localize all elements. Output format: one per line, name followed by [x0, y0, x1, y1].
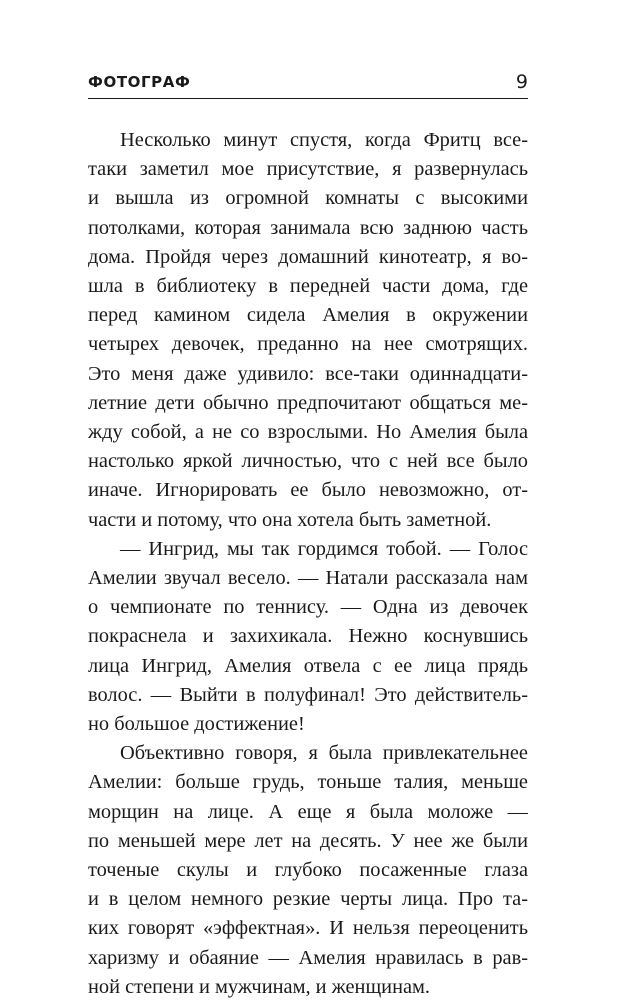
text-line: настолько яркой личностью, что с ней все было — [88, 450, 528, 473]
header-rule — [88, 98, 528, 99]
text-line: четырех девочек, преданно на нее смотрящих. — [88, 333, 528, 356]
text-line: дома. Пройдя через домашний кинотеатр, я во- — [88, 245, 528, 268]
text-line: харизму и обаяние — Амелия нравилась в рав- — [88, 946, 528, 969]
text-line: шла в библиотеку в передней части дома, где — [88, 275, 528, 298]
text-line: лица Ингрид, Амелия отвела с ее лица прядь — [88, 654, 528, 677]
paragraph-3 — [88, 739, 528, 1002]
text-line: жду собой, а не со взрослыми. Но Амелия была — [88, 421, 528, 444]
text-line: таки заметил мое присутствие, я развернулась — [88, 158, 528, 181]
text-line: по меньшей мере лет на десять. У нее же были — [88, 829, 528, 852]
running-title: ФОТОГРАФ — [88, 73, 191, 91]
text-line: покраснела и захихикала. Нежно коснувшись — [88, 625, 528, 648]
text-line: морщин на лице. А еще я была моложе — — [88, 800, 528, 823]
text-line: Амелии звучал весело. — Натали рассказала нам — [88, 567, 528, 590]
paragraph-1 — [88, 126, 528, 535]
running-header — [88, 73, 528, 99]
text-line: волос. — Выйти в полуфинал! Это действитель- — [88, 683, 528, 706]
text-line: Это меня даже удивило: все-таки одиннадцати- — [88, 362, 528, 385]
text-line: ной степени и мужчинам, и женщинам. — [88, 975, 431, 998]
body-text — [88, 126, 528, 1002]
text-line: и вышла из огромной комнаты с высокими — [88, 187, 528, 210]
text-line: перед камином сидела Амелия в окружении — [88, 304, 528, 327]
text-line: — Ингрид, мы так гордимся тобой. — Голос — [120, 537, 528, 560]
page-number: 9 — [515, 71, 528, 93]
text-line: Несколько минут спустя, когда Фритц все- — [120, 129, 528, 151]
text-line: летние дети обычно предпочитают общаться ме- — [88, 391, 528, 414]
text-line: и в целом немного резкие черты лица. Про та- — [88, 888, 528, 911]
text-line: потолками, которая занимала всю заднюю часть — [88, 216, 528, 239]
text-line: иначе. Игнорировать ее было невозможно, от- — [88, 479, 528, 502]
text-line: Объективно говоря, я была привлекательнее — [120, 742, 528, 765]
paragraph-2 — [88, 535, 528, 739]
text-line: ких говорят «эффектная». И нельзя переоценить — [88, 917, 528, 940]
text-line: но большое достижение! — [88, 713, 305, 736]
text-line: точеные скулы и глубоко посаженные глаза — [88, 859, 528, 882]
text-line: Амелии: больше грудь, тоньше талия, меньше — [88, 771, 528, 794]
text-line: части и потому, что она хотела быть заметной. — [88, 508, 492, 531]
text-line: о чемпионате по теннису. — Одна из девочек — [88, 596, 528, 619]
